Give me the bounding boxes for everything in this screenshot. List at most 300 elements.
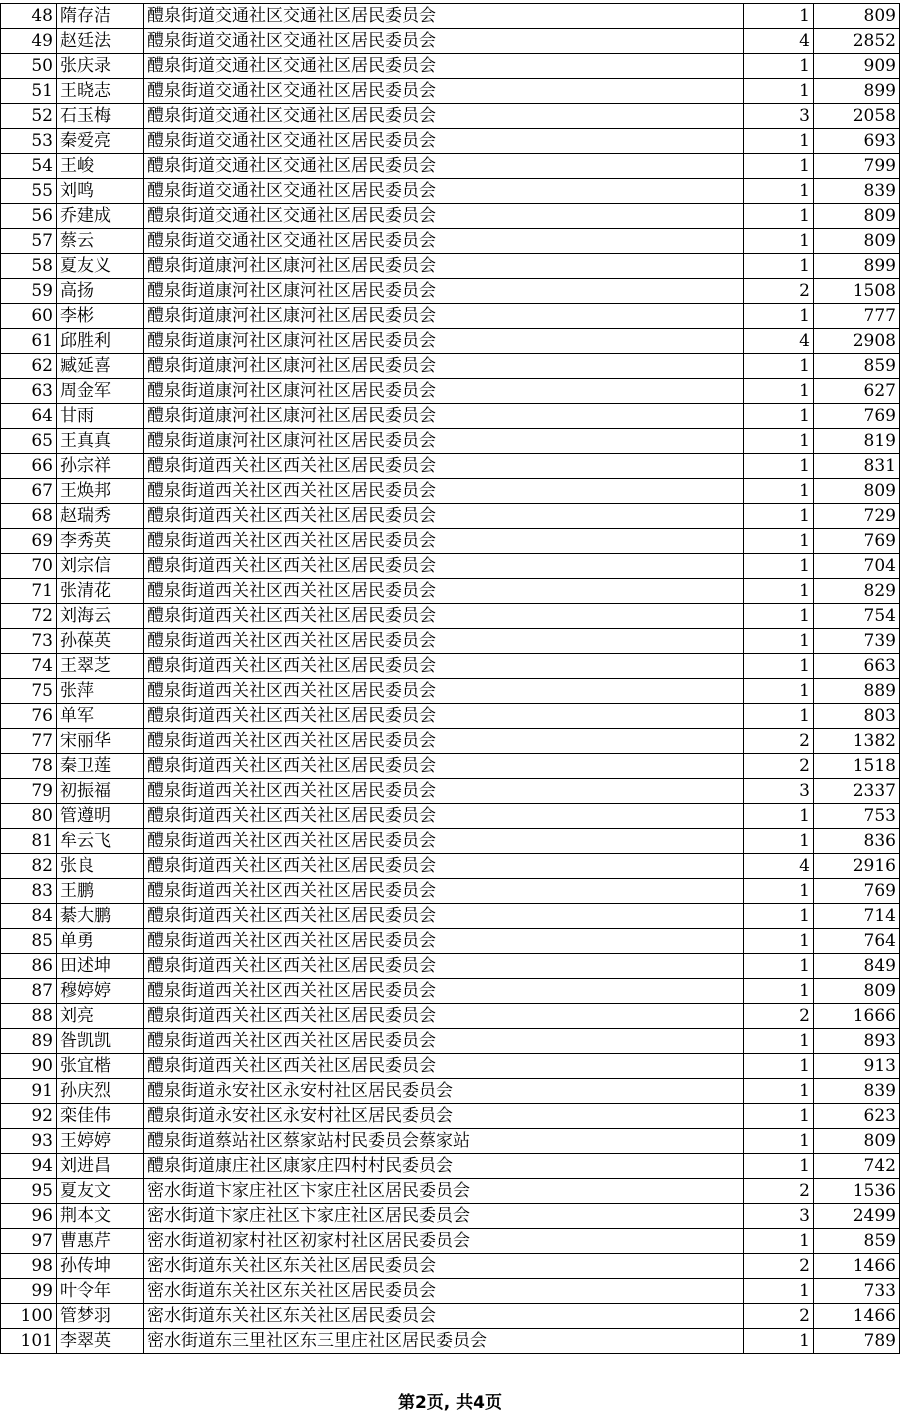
person-name: 隋存洁 (57, 4, 144, 29)
row-number: 88 (1, 1004, 57, 1029)
table-row (1, 904, 900, 929)
household-count: 1 (744, 1279, 814, 1304)
person-name: 邱胜利 (57, 329, 144, 354)
household-count: 1 (744, 1129, 814, 1154)
unit-name: 醴泉街道西关社区西关社区居民委员会 (144, 754, 744, 779)
unit-name: 密水街道卞家庄社区卞家庄社区居民委员会 (144, 1179, 744, 1204)
amount-value: 754 (814, 604, 900, 629)
unit-name: 醴泉街道西关社区西关社区居民委员会 (144, 704, 744, 729)
amount-value: 849 (814, 954, 900, 979)
table-row (1, 254, 900, 279)
person-name: 张萍 (57, 679, 144, 704)
row-number: 53 (1, 129, 57, 154)
person-name: 孙传坤 (57, 1254, 144, 1279)
household-count: 1 (744, 1229, 814, 1254)
table-row (1, 929, 900, 954)
amount-value: 809 (814, 204, 900, 229)
unit-name: 醴泉街道西关社区西关社区居民委员会 (144, 504, 744, 529)
row-number: 73 (1, 629, 57, 654)
amount-value: 769 (814, 404, 900, 429)
table-row (1, 1279, 900, 1304)
unit-name: 醴泉街道交通社区交通社区居民委员会 (144, 204, 744, 229)
row-number: 78 (1, 754, 57, 779)
unit-name: 醴泉街道交通社区交通社区居民委员会 (144, 54, 744, 79)
table-row (1, 504, 900, 529)
table-row (1, 729, 900, 754)
household-count: 2 (744, 1304, 814, 1329)
amount-value: 1382 (814, 729, 900, 754)
row-number: 58 (1, 254, 57, 279)
household-count: 3 (744, 104, 814, 129)
amount-value: 859 (814, 1229, 900, 1254)
row-number: 55 (1, 179, 57, 204)
household-count: 1 (744, 879, 814, 904)
household-count: 1 (744, 304, 814, 329)
row-number: 96 (1, 1204, 57, 1229)
table-row (1, 829, 900, 854)
table-row (1, 1129, 900, 1154)
amount-value: 899 (814, 254, 900, 279)
amount-value: 777 (814, 304, 900, 329)
amount-value: 2916 (814, 854, 900, 879)
table-row (1, 404, 900, 429)
person-name: 高扬 (57, 279, 144, 304)
household-count: 1 (744, 229, 814, 254)
row-number: 84 (1, 904, 57, 929)
row-number: 59 (1, 279, 57, 304)
person-name: 王婷婷 (57, 1129, 144, 1154)
table-row (1, 479, 900, 504)
table-row (1, 1179, 900, 1204)
person-name: 荆本文 (57, 1204, 144, 1229)
unit-name: 醴泉街道西关社区西关社区居民委员会 (144, 904, 744, 929)
amount-value: 1536 (814, 1179, 900, 1204)
amount-value: 889 (814, 679, 900, 704)
row-number: 101 (1, 1329, 57, 1354)
amount-value: 769 (814, 529, 900, 554)
amount-value: 1508 (814, 279, 900, 304)
person-name: 刘海云 (57, 604, 144, 629)
row-number: 81 (1, 829, 57, 854)
table-row (1, 1254, 900, 1279)
row-number: 86 (1, 954, 57, 979)
unit-name: 醴泉街道西关社区西关社区居民委员会 (144, 554, 744, 579)
unit-name: 醴泉街道西关社区西关社区居民委员会 (144, 654, 744, 679)
table-row (1, 854, 900, 879)
household-count: 2 (744, 754, 814, 779)
table-row (1, 304, 900, 329)
row-number: 51 (1, 79, 57, 104)
table-row (1, 104, 900, 129)
table-row (1, 879, 900, 904)
person-name: 初振福 (57, 779, 144, 804)
amount-value: 1666 (814, 1004, 900, 1029)
unit-name: 醴泉街道西关社区西关社区居民委员会 (144, 579, 744, 604)
household-count: 1 (744, 79, 814, 104)
amount-value: 1466 (814, 1254, 900, 1279)
household-count: 4 (744, 854, 814, 879)
household-count: 3 (744, 779, 814, 804)
household-count: 2 (744, 729, 814, 754)
person-name: 李翠英 (57, 1329, 144, 1354)
amount-value: 714 (814, 904, 900, 929)
person-name: 曹惠芹 (57, 1229, 144, 1254)
amount-value: 1518 (814, 754, 900, 779)
household-count: 4 (744, 29, 814, 54)
unit-name: 醴泉街道永安社区永安村社区居民委员会 (144, 1079, 744, 1104)
household-count: 1 (744, 954, 814, 979)
row-number: 89 (1, 1029, 57, 1054)
amount-value: 742 (814, 1154, 900, 1179)
person-name: 王焕邦 (57, 479, 144, 504)
unit-name: 醴泉街道西关社区西关社区居民委员会 (144, 1029, 744, 1054)
row-number: 65 (1, 429, 57, 454)
row-number: 97 (1, 1229, 57, 1254)
row-number: 100 (1, 1304, 57, 1329)
person-name: 穆婷婷 (57, 979, 144, 1004)
unit-name: 醴泉街道交通社区交通社区居民委员会 (144, 179, 744, 204)
row-number: 95 (1, 1179, 57, 1204)
household-count: 1 (744, 829, 814, 854)
household-count: 1 (744, 704, 814, 729)
amount-value: 693 (814, 129, 900, 154)
amount-value: 836 (814, 829, 900, 854)
amount-value: 663 (814, 654, 900, 679)
unit-name: 醴泉街道西关社区西关社区居民委员会 (144, 454, 744, 479)
person-name: 秦爱亮 (57, 129, 144, 154)
person-name: 单军 (57, 704, 144, 729)
household-count: 1 (744, 679, 814, 704)
row-number: 61 (1, 329, 57, 354)
amount-value: 623 (814, 1104, 900, 1129)
table-row (1, 1004, 900, 1029)
unit-name: 醴泉街道西关社区西关社区居民委员会 (144, 729, 744, 754)
table-row (1, 279, 900, 304)
amount-value: 803 (814, 704, 900, 729)
unit-name: 醴泉街道西关社区西关社区居民委员会 (144, 929, 744, 954)
unit-name: 醴泉街道蔡站社区蔡家站村民委员会蔡家站 (144, 1129, 744, 1154)
table-row (1, 679, 900, 704)
table-row (1, 979, 900, 1004)
row-number: 80 (1, 804, 57, 829)
household-count: 1 (744, 1104, 814, 1129)
person-name: 刘进昌 (57, 1154, 144, 1179)
unit-name: 醴泉街道西关社区西关社区居民委员会 (144, 629, 744, 654)
household-count: 1 (744, 904, 814, 929)
unit-name: 醴泉街道西关社区西关社区居民委员会 (144, 954, 744, 979)
person-name: 李秀英 (57, 529, 144, 554)
person-name: 夏友义 (57, 254, 144, 279)
amount-value: 831 (814, 454, 900, 479)
person-name: 刘亮 (57, 1004, 144, 1029)
amount-value: 809 (814, 229, 900, 254)
row-number: 67 (1, 479, 57, 504)
amount-value: 789 (814, 1329, 900, 1354)
unit-name: 醴泉街道西关社区西关社区居民委员会 (144, 829, 744, 854)
household-count: 1 (744, 4, 814, 29)
amount-value: 839 (814, 179, 900, 204)
person-name: 管梦羽 (57, 1304, 144, 1329)
amount-value: 899 (814, 79, 900, 104)
amount-value: 839 (814, 1079, 900, 1104)
unit-name: 醴泉街道康河社区康河社区居民委员会 (144, 429, 744, 454)
person-name: 管遵明 (57, 804, 144, 829)
table-row (1, 129, 900, 154)
row-number: 49 (1, 29, 57, 54)
person-name: 石玉梅 (57, 104, 144, 129)
household-count: 1 (744, 254, 814, 279)
row-number: 48 (1, 4, 57, 29)
amount-value: 893 (814, 1029, 900, 1054)
unit-name: 醴泉街道西关社区西关社区居民委员会 (144, 804, 744, 829)
household-count: 1 (744, 429, 814, 454)
row-number: 77 (1, 729, 57, 754)
row-number: 52 (1, 104, 57, 129)
household-count: 1 (744, 1079, 814, 1104)
person-name: 宋丽华 (57, 729, 144, 754)
row-number: 71 (1, 579, 57, 604)
person-name: 刘宗信 (57, 554, 144, 579)
unit-name: 醴泉街道西关社区西关社区居民委员会 (144, 679, 744, 704)
table-row (1, 1304, 900, 1329)
unit-name: 醴泉街道西关社区西关社区居民委员会 (144, 854, 744, 879)
unit-name: 醴泉街道西关社区西关社区居民委员会 (144, 1004, 744, 1029)
table-row (1, 1054, 900, 1079)
table-row (1, 579, 900, 604)
amount-value: 829 (814, 579, 900, 604)
row-number: 94 (1, 1154, 57, 1179)
table-row (1, 454, 900, 479)
household-count: 3 (744, 1204, 814, 1229)
person-name: 孙宗祥 (57, 454, 144, 479)
amount-value: 859 (814, 354, 900, 379)
unit-name: 醴泉街道康河社区康河社区居民委员会 (144, 254, 744, 279)
unit-name: 密水街道东三里社区东三里庄社区居民委员会 (144, 1329, 744, 1354)
unit-name: 密水街道东关社区东关社区居民委员会 (144, 1279, 744, 1304)
household-count: 1 (744, 1029, 814, 1054)
household-count: 1 (744, 354, 814, 379)
row-number: 69 (1, 529, 57, 554)
unit-name: 密水街道东关社区东关社区居民委员会 (144, 1304, 744, 1329)
table-row (1, 329, 900, 354)
person-name: 田述坤 (57, 954, 144, 979)
unit-name: 醴泉街道康河社区康河社区居民委员会 (144, 404, 744, 429)
amount-value: 2908 (814, 329, 900, 354)
amount-value: 819 (814, 429, 900, 454)
amount-value: 799 (814, 154, 900, 179)
unit-name: 醴泉街道交通社区交通社区居民委员会 (144, 154, 744, 179)
amount-value: 704 (814, 554, 900, 579)
household-count: 1 (744, 154, 814, 179)
person-name: 栾佳伟 (57, 1104, 144, 1129)
amount-value: 2499 (814, 1204, 900, 1229)
table-row (1, 354, 900, 379)
unit-name: 醴泉街道西关社区西关社区居民委员会 (144, 1054, 744, 1079)
household-count: 1 (744, 179, 814, 204)
table-row (1, 1104, 900, 1129)
unit-name: 醴泉街道交通社区交通社区居民委员会 (144, 104, 744, 129)
amount-value: 769 (814, 879, 900, 904)
household-count: 1 (744, 579, 814, 604)
row-number: 68 (1, 504, 57, 529)
unit-name: 醴泉街道康河社区康河社区居民委员会 (144, 329, 744, 354)
amount-value: 809 (814, 979, 900, 1004)
table-row (1, 179, 900, 204)
row-number: 64 (1, 404, 57, 429)
person-name: 周金军 (57, 379, 144, 404)
person-name: 孙葆英 (57, 629, 144, 654)
household-count: 1 (744, 1329, 814, 1354)
table-row (1, 29, 900, 54)
unit-name: 密水街道卞家庄社区卞家庄社区居民委员会 (144, 1204, 744, 1229)
unit-name: 醴泉街道交通社区交通社区居民委员会 (144, 29, 744, 54)
person-name: 王晓志 (57, 79, 144, 104)
person-name: 叶令年 (57, 1279, 144, 1304)
table-row (1, 54, 900, 79)
amount-value: 733 (814, 1279, 900, 1304)
table-row (1, 4, 900, 29)
row-number: 70 (1, 554, 57, 579)
household-count: 1 (744, 929, 814, 954)
table-row (1, 629, 900, 654)
row-number: 62 (1, 354, 57, 379)
unit-name: 醴泉街道交通社区交通社区居民委员会 (144, 79, 744, 104)
table-row (1, 604, 900, 629)
person-name: 蔡云 (57, 229, 144, 254)
household-count: 1 (744, 454, 814, 479)
person-name: 张宜楷 (57, 1054, 144, 1079)
table-row (1, 379, 900, 404)
amount-value: 729 (814, 504, 900, 529)
row-number: 50 (1, 54, 57, 79)
household-count: 1 (744, 554, 814, 579)
person-name: 单勇 (57, 929, 144, 954)
records-table (0, 3, 900, 1354)
household-count: 1 (744, 404, 814, 429)
unit-name: 密水街道初家村社区初家村社区居民委员会 (144, 1229, 744, 1254)
amount-value: 809 (814, 1129, 900, 1154)
table-row (1, 229, 900, 254)
amount-value: 2337 (814, 779, 900, 804)
person-name: 綦大鹏 (57, 904, 144, 929)
row-number: 56 (1, 204, 57, 229)
person-name: 甘雨 (57, 404, 144, 429)
table-row (1, 1154, 900, 1179)
row-number: 87 (1, 979, 57, 1004)
table-row (1, 1204, 900, 1229)
person-name: 王真真 (57, 429, 144, 454)
household-count: 1 (744, 804, 814, 829)
amount-value: 913 (814, 1054, 900, 1079)
household-count: 1 (744, 604, 814, 629)
records-table-body (1, 4, 900, 1354)
unit-name: 醴泉街道西关社区西关社区居民委员会 (144, 479, 744, 504)
unit-name: 醴泉街道康河社区康河社区居民委员会 (144, 304, 744, 329)
amount-value: 809 (814, 479, 900, 504)
table-row (1, 529, 900, 554)
household-count: 2 (744, 1254, 814, 1279)
unit-name: 醴泉街道康河社区康河社区居民委员会 (144, 379, 744, 404)
person-name: 张清花 (57, 579, 144, 604)
page-indicator: 第2页, 共4页 (397, 1393, 503, 1413)
unit-name: 醴泉街道康河社区康河社区居民委员会 (144, 354, 744, 379)
person-name: 昝凯凯 (57, 1029, 144, 1054)
row-number: 60 (1, 304, 57, 329)
row-number: 98 (1, 1254, 57, 1279)
row-number: 79 (1, 779, 57, 804)
row-number: 92 (1, 1104, 57, 1129)
table-row (1, 954, 900, 979)
unit-name: 密水街道东关社区东关社区居民委员会 (144, 1254, 744, 1279)
table-row (1, 1079, 900, 1104)
household-count: 4 (744, 329, 814, 354)
amount-value: 809 (814, 4, 900, 29)
unit-name: 醴泉街道康河社区康河社区居民委员会 (144, 279, 744, 304)
person-name: 李彬 (57, 304, 144, 329)
household-count: 1 (744, 204, 814, 229)
amount-value: 753 (814, 804, 900, 829)
person-name: 牟云飞 (57, 829, 144, 854)
unit-name: 醴泉街道西关社区西关社区居民委员会 (144, 879, 744, 904)
household-count: 1 (744, 504, 814, 529)
person-name: 臧延喜 (57, 354, 144, 379)
household-count: 1 (744, 979, 814, 1004)
table-row (1, 654, 900, 679)
unit-name: 醴泉街道西关社区西关社区居民委员会 (144, 529, 744, 554)
amount-value: 909 (814, 54, 900, 79)
household-count: 1 (744, 1154, 814, 1179)
person-name: 乔建成 (57, 204, 144, 229)
row-number: 85 (1, 929, 57, 954)
person-name: 赵廷法 (57, 29, 144, 54)
row-number: 90 (1, 1054, 57, 1079)
row-number: 75 (1, 679, 57, 704)
unit-name: 醴泉街道交通社区交通社区居民委员会 (144, 229, 744, 254)
row-number: 99 (1, 1279, 57, 1304)
unit-name: 醴泉街道西关社区西关社区居民委员会 (144, 604, 744, 629)
table-row (1, 1229, 900, 1254)
household-count: 2 (744, 1004, 814, 1029)
household-count: 1 (744, 529, 814, 554)
table-row (1, 429, 900, 454)
amount-value: 2058 (814, 104, 900, 129)
table-row (1, 704, 900, 729)
household-count: 1 (744, 654, 814, 679)
household-count: 1 (744, 54, 814, 79)
person-name: 赵瑞秀 (57, 504, 144, 529)
row-number: 93 (1, 1129, 57, 1154)
table-row (1, 1329, 900, 1354)
person-name: 秦卫莲 (57, 754, 144, 779)
person-name: 张良 (57, 854, 144, 879)
table-row (1, 1029, 900, 1054)
household-count: 1 (744, 479, 814, 504)
person-name: 王翠芝 (57, 654, 144, 679)
household-count: 1 (744, 129, 814, 154)
table-row (1, 154, 900, 179)
person-name: 刘鸣 (57, 179, 144, 204)
household-count: 1 (744, 1054, 814, 1079)
row-number: 63 (1, 379, 57, 404)
household-count: 2 (744, 279, 814, 304)
household-count: 1 (744, 629, 814, 654)
row-number: 74 (1, 654, 57, 679)
amount-value: 1466 (814, 1304, 900, 1329)
unit-name: 醴泉街道西关社区西关社区居民委员会 (144, 779, 744, 804)
row-number: 76 (1, 704, 57, 729)
unit-name: 醴泉街道交通社区交通社区居民委员会 (144, 4, 744, 29)
row-number: 83 (1, 879, 57, 904)
